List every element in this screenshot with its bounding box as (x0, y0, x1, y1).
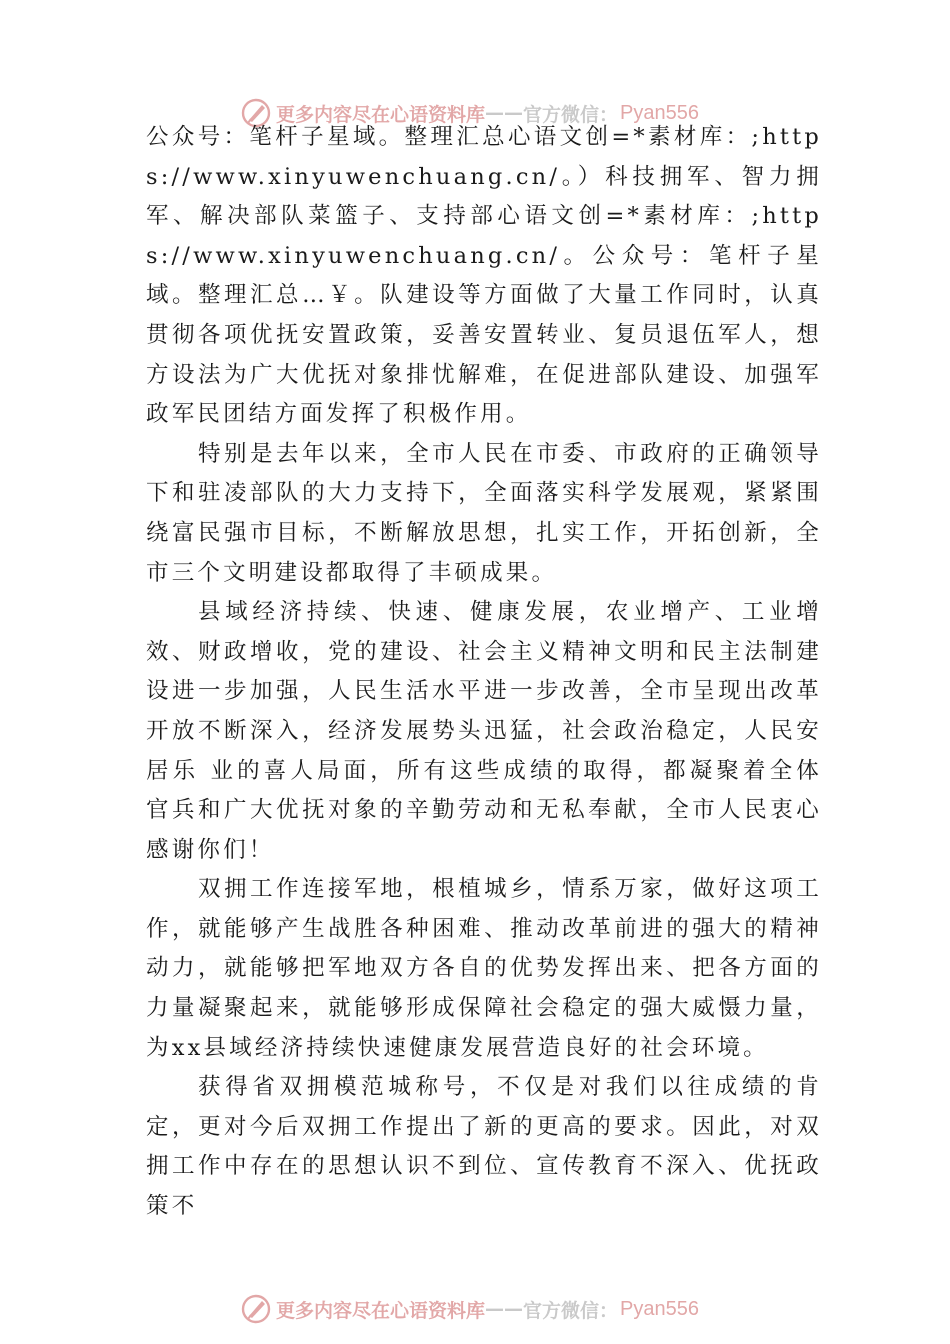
watermark-site-text: 更多内容尽在心语资料库 (276, 103, 486, 126)
watermark-dash: —— (485, 1298, 524, 1320)
footer-watermark (240, 1292, 699, 1326)
watermark-site-text: 更多内容尽在心语资料库 (276, 1299, 486, 1322)
quill-pen-logo-icon (240, 1293, 272, 1325)
paragraph-4: 双拥工作连接军地，根植城乡，情系万家，做好这项工作，就能够产生战胜各种困难、推动改革前进的强大的精神动力，就能够把军地双方各自的优势发挥出来、把各方面的力量凝聚起来，就能够形成保障社会稳定的强大威慑力量， 为xx县域经济持续快速健康发展营造良好的社会环境。 (146, 876, 822, 1061)
watermark-dash: —— (485, 102, 524, 124)
paragraph-5: 获得省双拥模范城称号，不仅是对我们以往成绩的肯定，更对今后双拥工作提出了新的更高的要求。因此，对双拥工作中存在的思想认识不到位、宣传教育不深入、优抚政策不 (146, 1074, 822, 1220)
paragraph-2: 特别是去年以来，全市人民在市委、市政府的正确领导下和驻凌部队的大力支持下，全面落实科学发展观，紧紧围绕富民强市目标，不断解放思想，扎实工作，开拓创新，全市三个文明建设都取得了丰硕成果。 (146, 440, 822, 586)
watermark-contact-label: 官方微信： (523, 103, 619, 126)
watermark-contact-label: 官方微信： (523, 1299, 619, 1322)
paragraph-3: 县域经济持续、快速、健康发展，农业增产、工业增效、财政增收，党的建设、社会主义精神文明和民主法制建设进一步加强，人民生活水平进一步改善，全市呈现出改革开放不断深入，经济发展势头迅猛，社会政治稳定，人民安居乐 业的喜人局面，所有这些成绩的取得，都凝聚着全体官兵和广大优抚对象的辛勤劳动和无私奉献，全市人民衷心感谢你们！ (146, 599, 822, 863)
watermark-contact-id: Pyan556 (620, 101, 699, 124)
document-body (146, 118, 822, 1227)
watermark-contact-id: Pyan556 (620, 1297, 699, 1320)
paragraph-1: 公众号：笔杆子星域。整理汇总心语文创=*素材库：;https://www.xinyuwenchuang.cn/。）科技拥军、智力拥军、解决部队菜篮子、支持部心语文创=*素材库：;https://www.xinyuwenchuang.cn/。公众号：笔杆子星域。整理汇总…￥。队建设等方面做了大量工作同时，认真贯彻各项优抚安置政策，妥善安置转业、复员退伍军人，想方设法为广大优抚对象排忧解难，在促进部队建设、加强军政军民团结方面发挥了积极作用。 (146, 124, 822, 428)
